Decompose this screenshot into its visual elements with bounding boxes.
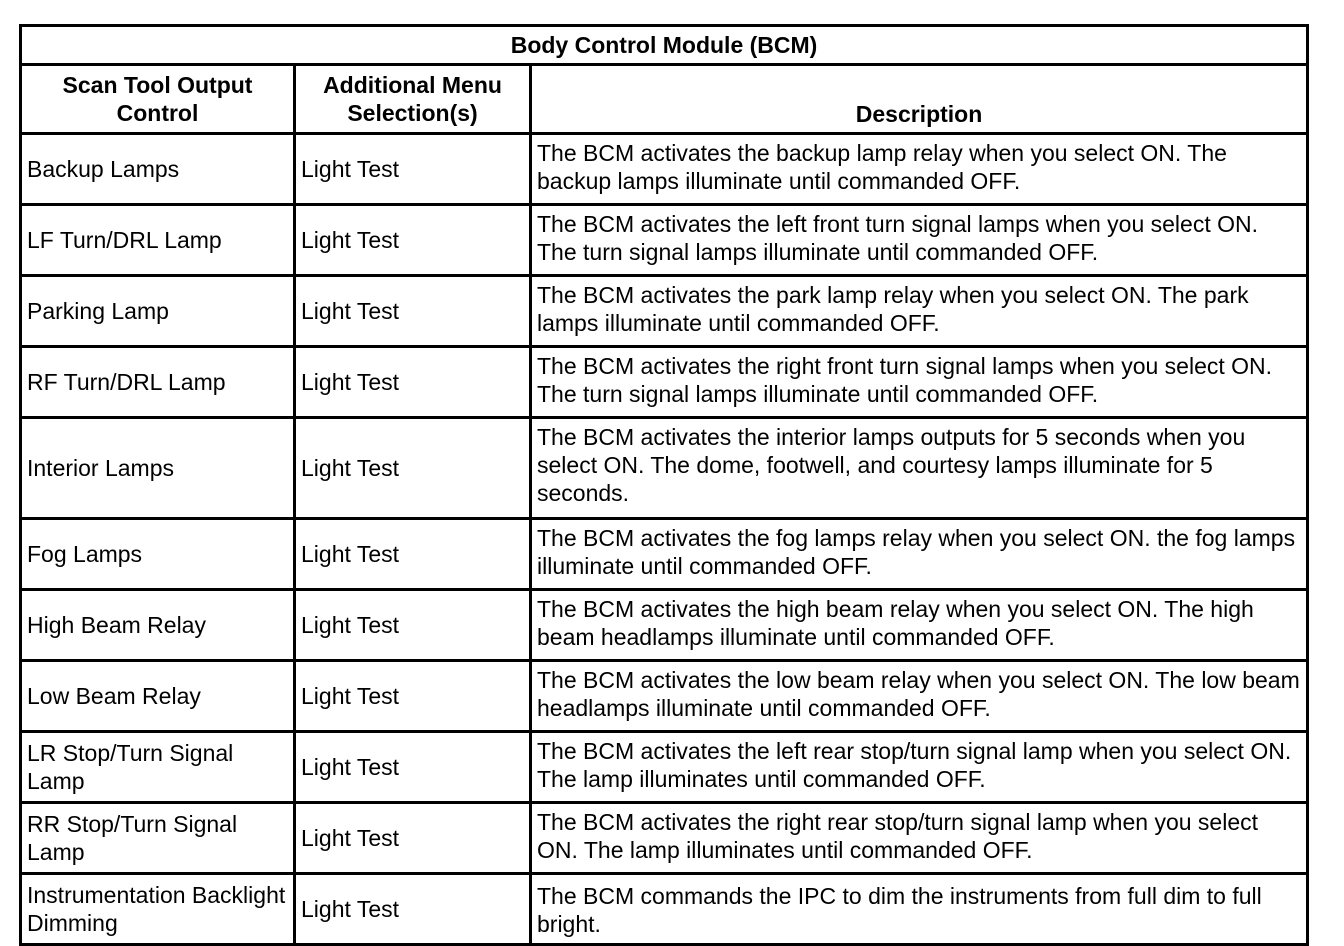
description-cell: The BCM activates the right rear stop/turn signal lamp when you select ON. The lamp illuminates until commanded OFF. xyxy=(531,803,1308,874)
table-row xyxy=(21,732,1308,803)
output-control-cell: Fog Lamps xyxy=(21,519,295,590)
output-control-cell: LR Stop/Turn Signal Lamp xyxy=(21,732,295,803)
table-row xyxy=(21,276,1308,347)
output-control-cell: Instrumentation Backlight Dimming xyxy=(21,874,295,945)
table-title: Body Control Module (BCM) xyxy=(21,26,1308,65)
description-cell: The BCM activates the left rear stop/turn signal lamp when you select ON. The lamp illuminates until commanded OFF. xyxy=(531,732,1308,803)
menu-selection-cell: Light Test xyxy=(295,347,531,418)
menu-selection-cell: Light Test xyxy=(295,661,531,732)
menu-selection-cell: Light Test xyxy=(295,519,531,590)
description-cell: The BCM activates the park lamp relay when you select ON. The park lamps illuminate until commanded OFF. xyxy=(531,276,1308,347)
description-cell: The BCM activates the fog lamps relay when you select ON. the fog lamps illuminate until commanded OFF. xyxy=(531,519,1308,590)
table-row xyxy=(21,661,1308,732)
table-title-row xyxy=(21,26,1308,65)
menu-selection-cell: Light Test xyxy=(295,134,531,205)
description-cell: The BCM activates the low beam relay when you select ON. The low beam headlamps illuminate until commanded OFF. xyxy=(531,661,1308,732)
description-cell: The BCM activates the backup lamp relay when you select ON. The backup lamps illuminate until commanded OFF. xyxy=(531,134,1308,205)
table-row xyxy=(21,590,1308,661)
menu-selection-cell: Light Test xyxy=(295,418,531,519)
table-row xyxy=(21,418,1308,519)
output-control-cell: Interior Lamps xyxy=(21,418,295,519)
output-control-cell: High Beam Relay xyxy=(21,590,295,661)
output-control-cell: Low Beam Relay xyxy=(21,661,295,732)
description-cell: The BCM activates the high beam relay when you select ON. The high beam headlamps illuminate until commanded OFF. xyxy=(531,590,1308,661)
description-cell: The BCM commands the IPC to dim the instruments from full dim to full bright. xyxy=(531,874,1308,945)
table-row xyxy=(21,134,1308,205)
menu-selection-cell: Light Test xyxy=(295,732,531,803)
output-control-cell: Backup Lamps xyxy=(21,134,295,205)
menu-selection-cell: Light Test xyxy=(295,803,531,874)
menu-selection-cell: Light Test xyxy=(295,874,531,945)
output-control-cell: RR Stop/Turn Signal Lamp xyxy=(21,803,295,874)
output-control-cell: Parking Lamp xyxy=(21,276,295,347)
menu-selection-cell: Light Test xyxy=(295,205,531,276)
header-description: Description xyxy=(531,65,1308,134)
output-control-cell: RF Turn/DRL Lamp xyxy=(21,347,295,418)
table-row xyxy=(21,519,1308,590)
output-control-cell: LF Turn/DRL Lamp xyxy=(21,205,295,276)
bcm-output-control-table xyxy=(19,24,1309,946)
table-row xyxy=(21,803,1308,874)
description-cell: The BCM activates the right front turn signal lamps when you select ON. The turn signal lamps illuminate until commanded OFF. xyxy=(531,347,1308,418)
table-header-row xyxy=(21,65,1308,134)
header-menu-selection: Additional Menu Selection(s) xyxy=(295,65,531,134)
menu-selection-cell: Light Test xyxy=(295,276,531,347)
table-row xyxy=(21,205,1308,276)
header-output-control: Scan Tool Output Control xyxy=(21,65,295,134)
menu-selection-cell: Light Test xyxy=(295,590,531,661)
description-cell: The BCM activates the left front turn signal lamps when you select ON. The turn signal lamps illuminate until commanded OFF. xyxy=(531,205,1308,276)
description-cell: The BCM activates the interior lamps outputs for 5 seconds when you select ON. The dome, footwell, and courtesy lamps illuminate for 5 seconds. xyxy=(531,418,1308,519)
table-row xyxy=(21,347,1308,418)
